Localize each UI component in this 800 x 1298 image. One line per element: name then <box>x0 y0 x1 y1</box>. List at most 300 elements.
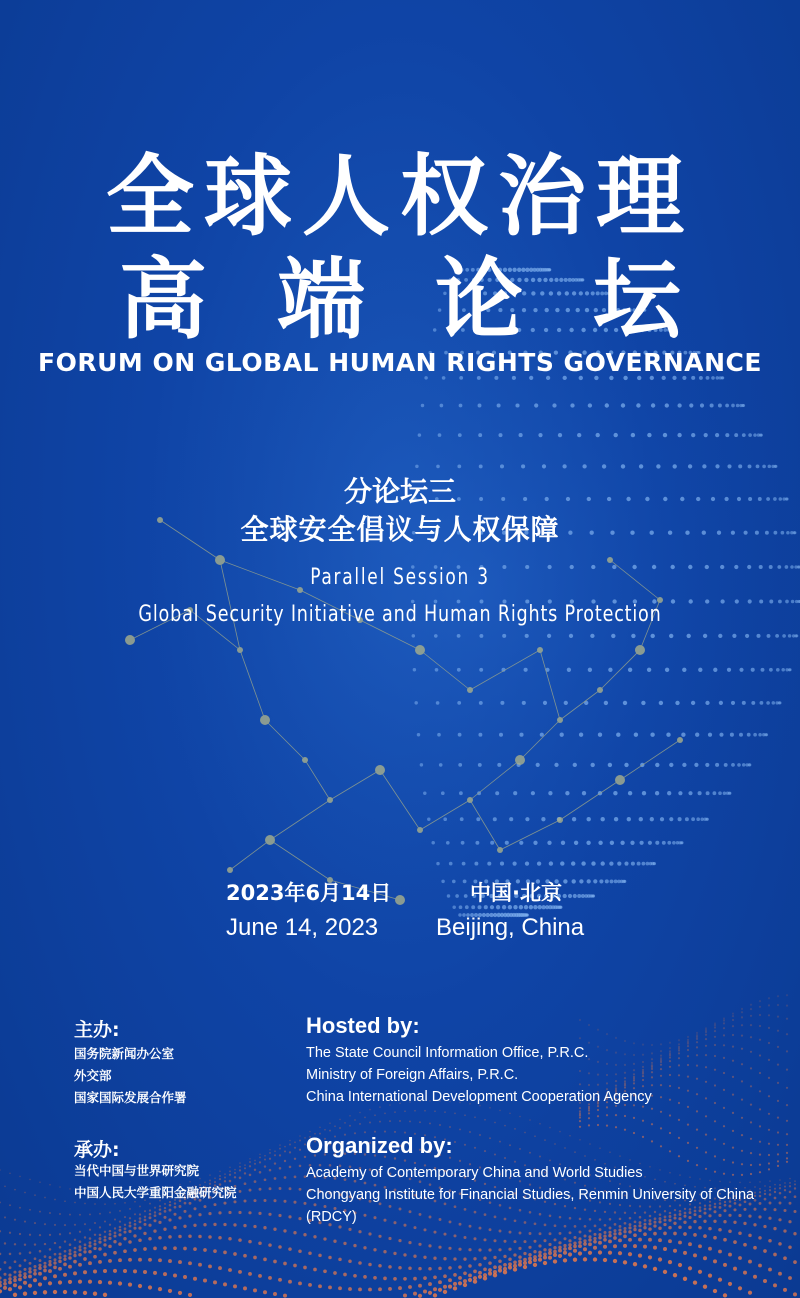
globe-dot <box>790 565 794 569</box>
wave-dot <box>168 1218 171 1221</box>
wave-dot <box>68 1256 72 1260</box>
wave-dot <box>78 1280 82 1284</box>
wave-dot <box>714 1044 716 1046</box>
globe-dot <box>621 464 625 468</box>
globe-dot <box>775 634 779 638</box>
wave-dot <box>58 1260 62 1264</box>
wave-dot <box>38 1282 42 1286</box>
wave-dot <box>378 1287 382 1291</box>
organizer-item: 中国人民大学重阳金融研究院 <box>74 1185 237 1200</box>
wave-dot <box>198 1263 202 1267</box>
wave-dot <box>453 1282 457 1286</box>
wave-dot <box>623 1244 627 1248</box>
wave-dot <box>79 1231 81 1233</box>
globe-dot <box>747 733 751 737</box>
globe-dot <box>777 565 781 569</box>
wave-dot <box>759 1154 761 1156</box>
globe-dot <box>577 433 581 437</box>
wave-dot <box>759 1125 761 1127</box>
globe-dot <box>579 879 583 883</box>
wave-dot <box>669 1099 671 1101</box>
wave-dot <box>369 1109 371 1111</box>
wave-dot <box>593 1237 596 1240</box>
globe-dot <box>452 905 455 908</box>
wave-dot <box>504 1125 506 1127</box>
wave-dot <box>584 1155 586 1157</box>
wave-dot <box>574 1151 576 1153</box>
globe-dot <box>729 792 732 795</box>
wave-dot <box>458 1248 461 1251</box>
wave-dot <box>508 1248 511 1251</box>
wave-dot <box>249 1174 252 1177</box>
globe-dot <box>598 841 602 845</box>
globe-dot <box>682 763 686 767</box>
wave-dot <box>599 1228 602 1231</box>
wave-dot <box>688 1242 692 1246</box>
globe-dot <box>665 403 669 407</box>
wave-dot <box>119 1229 122 1232</box>
globe-dot <box>742 404 745 407</box>
wave-dot <box>123 1237 126 1240</box>
wave-dot <box>568 1239 571 1242</box>
wave-dot <box>283 1229 286 1232</box>
wave-dot <box>705 1045 707 1047</box>
wave-dot <box>448 1247 451 1250</box>
wave-dot <box>687 1064 689 1066</box>
globe-dot <box>591 763 595 767</box>
wave-dot <box>474 1116 476 1118</box>
globe-dot <box>705 763 709 767</box>
globe-dot <box>417 733 420 736</box>
constellation-node <box>597 687 603 693</box>
wave-dot <box>633 1228 636 1231</box>
wave-dot <box>623 1230 626 1233</box>
wave-dot <box>493 1273 497 1277</box>
globe-dot <box>588 403 592 407</box>
wave-dot <box>264 1155 266 1157</box>
wave-dot <box>638 1229 642 1233</box>
wave-dot <box>274 1177 277 1180</box>
wave-dot <box>732 1060 734 1062</box>
wave-dot <box>723 1072 725 1074</box>
wave-dot <box>786 1157 788 1159</box>
wave-dot <box>84 1236 86 1238</box>
wave-dot <box>588 1112 590 1114</box>
wave-dot <box>79 1214 81 1216</box>
wave-dot <box>103 1293 107 1297</box>
wave-dot <box>518 1247 521 1250</box>
wave-dot <box>624 1115 626 1117</box>
wave-dot <box>118 1281 122 1285</box>
wave-dot <box>48 1263 52 1267</box>
wave-dot <box>603 1245 607 1249</box>
globe-dot <box>694 763 698 767</box>
wave-dot <box>203 1223 206 1226</box>
globe-dot <box>731 763 735 767</box>
globe-dot <box>702 464 706 468</box>
wave-dot <box>783 1256 787 1260</box>
wave-dot <box>469 1131 471 1133</box>
wave-dot <box>777 1153 779 1155</box>
wave-dot <box>183 1275 187 1279</box>
wave-dot <box>39 1259 42 1262</box>
wave-dot <box>624 1129 626 1131</box>
wave-dot <box>228 1268 232 1272</box>
wave-dot <box>741 1080 743 1082</box>
wave-dot <box>750 1121 752 1123</box>
wave-dot <box>378 1264 382 1268</box>
globe-dot <box>639 841 643 845</box>
wave-dot <box>59 1213 61 1215</box>
wave-dot <box>143 1223 146 1226</box>
wave-dot <box>294 1176 297 1179</box>
globe-dot <box>718 634 722 638</box>
wave-dot <box>129 1222 132 1225</box>
wave-dot <box>444 1111 446 1113</box>
globe-dot <box>478 763 482 767</box>
wave-dot <box>69 1214 71 1216</box>
wave-dot <box>660 1043 662 1045</box>
globe-dot <box>713 668 717 672</box>
wave-dot <box>19 1252 22 1255</box>
wave-dot <box>118 1242 122 1246</box>
globe-dot <box>548 791 552 795</box>
wave-dot <box>758 1236 762 1240</box>
wave-dot <box>509 1231 512 1234</box>
wave-dot <box>660 1111 662 1113</box>
wave-dot <box>786 1050 788 1052</box>
globe-dot <box>731 701 735 705</box>
wave-dot <box>14 1189 16 1191</box>
wave-dot <box>628 1252 632 1256</box>
wave-dot <box>579 1126 581 1128</box>
globe-dot <box>531 791 535 795</box>
globe-dot <box>735 599 739 603</box>
wave-dot <box>768 1027 770 1029</box>
wave-dot <box>59 1253 62 1256</box>
wave-dot <box>538 1251 542 1255</box>
wave-dot <box>693 1233 697 1237</box>
wave-dot <box>563 1237 566 1240</box>
wave-dot <box>363 1275 367 1279</box>
wave-dot <box>268 1276 272 1280</box>
wave-dot <box>339 1127 341 1129</box>
wave-dot <box>29 1262 32 1265</box>
wave-dot <box>388 1265 392 1269</box>
globe-dot <box>631 862 635 866</box>
wave-dot <box>423 1228 426 1231</box>
wave-dot <box>723 1017 725 1019</box>
globe-dot <box>718 791 722 795</box>
globe-dot <box>525 861 529 865</box>
globe-dot <box>653 862 656 865</box>
wave-dot <box>678 1052 680 1054</box>
wave-dot <box>113 1235 116 1238</box>
wave-dot <box>128 1258 132 1262</box>
wave-dot <box>484 1150 486 1152</box>
wave-dot <box>48 1269 52 1273</box>
wave-dot <box>4 1242 6 1244</box>
globe-dot <box>655 763 659 767</box>
globe-dot <box>667 791 671 795</box>
wave-dot <box>148 1285 152 1289</box>
wave-dot <box>249 1189 252 1192</box>
wave-dot <box>119 1220 121 1222</box>
wave-dot <box>428 1267 432 1271</box>
wave-dot <box>478 1263 482 1267</box>
globe-dot <box>547 634 551 638</box>
globe-dot <box>745 634 749 638</box>
wave-dot <box>696 1032 698 1034</box>
wave-dot <box>660 1096 662 1098</box>
globe-dot <box>776 668 780 672</box>
wave-dot <box>353 1274 357 1278</box>
wave-dot <box>544 1139 546 1141</box>
wave-dot <box>53 1274 57 1278</box>
globe-dot <box>604 701 608 705</box>
globe-dot <box>748 464 752 468</box>
constellation-node <box>467 797 473 803</box>
globe-dot <box>500 701 504 705</box>
wave-dot <box>154 1214 157 1217</box>
wave-dot <box>249 1161 251 1163</box>
wave-dot <box>73 1251 76 1254</box>
wave-dot <box>258 1274 262 1278</box>
wave-dot <box>568 1246 572 1250</box>
wave-dot <box>688 1266 692 1270</box>
wave-dot <box>658 1238 662 1242</box>
wave-dot <box>239 1177 242 1180</box>
wave-dot <box>333 1271 337 1275</box>
wave-dot <box>573 1258 577 1262</box>
wave-dot <box>383 1277 387 1281</box>
globe-dot <box>791 600 795 604</box>
wave-dot <box>738 1231 742 1235</box>
globe-dot <box>458 733 462 737</box>
wave-dot <box>19 1264 22 1267</box>
globe-dot <box>582 464 586 468</box>
wave-dot <box>124 1216 126 1218</box>
globe-dot <box>519 433 523 437</box>
globe-dot <box>678 817 682 821</box>
wave-dot <box>718 1278 722 1282</box>
event-place-chinese: 中国·北京 <box>470 881 562 905</box>
wave-dot <box>753 1275 757 1279</box>
wave-dot <box>269 1152 271 1154</box>
globe-dot <box>479 634 483 638</box>
wave-dot <box>583 1247 587 1251</box>
wave-dot <box>558 1249 562 1253</box>
globe-dot <box>605 403 609 407</box>
wave-dot <box>413 1277 417 1281</box>
globe-dot <box>601 817 605 821</box>
wave-dot <box>129 1225 132 1228</box>
wave-dot <box>74 1247 77 1250</box>
wave-dot <box>128 1240 132 1244</box>
wave-dot <box>318 1254 322 1258</box>
globe-dot <box>577 894 581 898</box>
wave-dot <box>148 1258 152 1262</box>
wave-dot <box>279 1167 282 1170</box>
wave-dot <box>303 1233 306 1236</box>
wave-dot <box>233 1284 237 1288</box>
event-date-chinese: 2023年6月14日 <box>226 881 392 905</box>
wave-dot <box>128 1230 131 1233</box>
wave-dot <box>669 1132 671 1134</box>
wave-dot <box>138 1239 142 1243</box>
wave-dot <box>183 1225 186 1228</box>
wave-dot <box>583 1234 586 1237</box>
wave-dot <box>608 1234 612 1238</box>
globe-dot <box>681 733 685 737</box>
globe-dot <box>756 465 760 469</box>
wave-dot <box>173 1274 177 1278</box>
globe-dot <box>673 464 677 468</box>
wave-dot <box>539 1232 542 1235</box>
session-theme-english: Global Security Initiative and Human Rights Protection <box>138 602 662 627</box>
wave-dot <box>3 1286 7 1290</box>
wave-dot <box>718 1250 722 1254</box>
wave-dot <box>43 1269 47 1273</box>
wave-dot <box>598 1241 602 1245</box>
wave-dot <box>678 1241 682 1245</box>
wave-dot <box>708 1274 712 1278</box>
wave-dot <box>149 1213 152 1216</box>
wave-dot <box>578 1244 582 1248</box>
wave-dot <box>696 1038 698 1040</box>
wave-dot <box>483 1276 487 1280</box>
wave-dot <box>723 1022 725 1024</box>
wave-dot <box>13 1293 17 1297</box>
globe-dot <box>572 817 576 821</box>
wave-dot <box>348 1287 352 1291</box>
wave-dot <box>553 1259 557 1263</box>
wave-dot <box>399 1120 401 1122</box>
globe-dot <box>703 634 707 638</box>
wave-dot <box>93 1270 97 1274</box>
globe-dot <box>715 464 719 468</box>
wave-dot <box>134 1220 136 1222</box>
globe-dot <box>767 634 771 638</box>
globe-dot <box>552 403 556 407</box>
wave-dot <box>248 1211 251 1214</box>
wave-dot <box>73 1271 77 1275</box>
wave-dot <box>759 1108 761 1110</box>
wave-dot <box>33 1278 37 1282</box>
wave-dot <box>274 1150 276 1152</box>
wave-dot <box>193 1277 197 1281</box>
wave-dot <box>63 1263 67 1267</box>
wave-dot <box>373 1248 376 1251</box>
wave-dot <box>119 1210 121 1212</box>
wave-dot <box>129 1217 131 1219</box>
wave-dot <box>338 1258 342 1262</box>
wave-dot <box>534 1135 536 1137</box>
wave-dot <box>89 1213 91 1215</box>
wave-dot <box>786 1104 788 1106</box>
wave-dot <box>248 1240 252 1244</box>
wave-dot <box>83 1257 87 1261</box>
globe-dot <box>420 763 423 766</box>
globe-dot <box>753 733 757 737</box>
globe-dot <box>565 791 569 795</box>
wave-dot <box>93 1292 97 1296</box>
wave-dot <box>279 1144 281 1146</box>
globe-dot <box>748 763 751 766</box>
wave-dot <box>368 1232 371 1235</box>
wave-dot <box>463 1283 467 1287</box>
wave-dot <box>279 1154 281 1156</box>
globe-dot <box>549 861 553 865</box>
globe-dot <box>778 600 782 604</box>
wave-dot <box>244 1172 246 1174</box>
wave-dot <box>453 1273 457 1277</box>
wave-dot <box>78 1248 81 1251</box>
globe-dot <box>760 701 764 705</box>
wave-dot <box>499 1141 501 1143</box>
wave-dot <box>73 1260 77 1264</box>
globe-dot <box>570 403 574 407</box>
wave-dot <box>228 1237 232 1241</box>
globe-dot <box>519 841 523 845</box>
wave-dot <box>705 1054 707 1056</box>
wave-dot <box>28 1270 32 1274</box>
globe-dot <box>623 880 626 883</box>
wave-dot <box>438 1280 442 1284</box>
wave-dot <box>579 1037 581 1039</box>
wave-dot <box>543 1261 547 1265</box>
wave-dot <box>728 1282 732 1286</box>
globe-dot <box>591 861 595 865</box>
wave-dot <box>543 1256 547 1260</box>
globe-dot <box>719 733 723 737</box>
wave-dot <box>750 1015 752 1017</box>
wave-dot <box>274 1162 276 1164</box>
wave-dot <box>68 1280 72 1284</box>
hosts-list-english <box>306 1042 652 1108</box>
wave-dot <box>759 1039 761 1041</box>
wave-dot <box>519 1232 522 1235</box>
wave-dot <box>768 1113 770 1115</box>
globe-dot <box>414 701 417 704</box>
wave-dot <box>59 1186 61 1188</box>
wave-dot <box>687 1106 689 1108</box>
globe-dot <box>759 599 763 603</box>
wave-dot <box>443 1257 446 1260</box>
wave-dot <box>34 1257 37 1260</box>
organized-by-label-chinese: 承办: <box>74 1139 120 1161</box>
wave-dot <box>374 1114 376 1116</box>
wave-dot <box>777 1100 779 1102</box>
wave-dot <box>732 1013 734 1015</box>
wave-dot <box>269 1158 271 1160</box>
constellation-node <box>557 717 563 723</box>
wave-dot <box>678 1039 680 1041</box>
wave-dot <box>108 1259 112 1263</box>
wave-dot <box>623 1260 627 1264</box>
wave-dot <box>714 1024 716 1026</box>
wave-dot <box>408 1241 411 1244</box>
wave-dot <box>558 1254 562 1258</box>
wave-dot <box>588 1024 590 1026</box>
wave-dot <box>579 1114 581 1116</box>
session-number-english: Parallel Session 3 <box>310 565 490 590</box>
globe-dot <box>574 841 578 845</box>
wave-dot <box>264 1165 266 1167</box>
wave-dot <box>123 1269 127 1273</box>
wave-dot <box>0 1268 1 1271</box>
wave-dot <box>188 1293 192 1297</box>
